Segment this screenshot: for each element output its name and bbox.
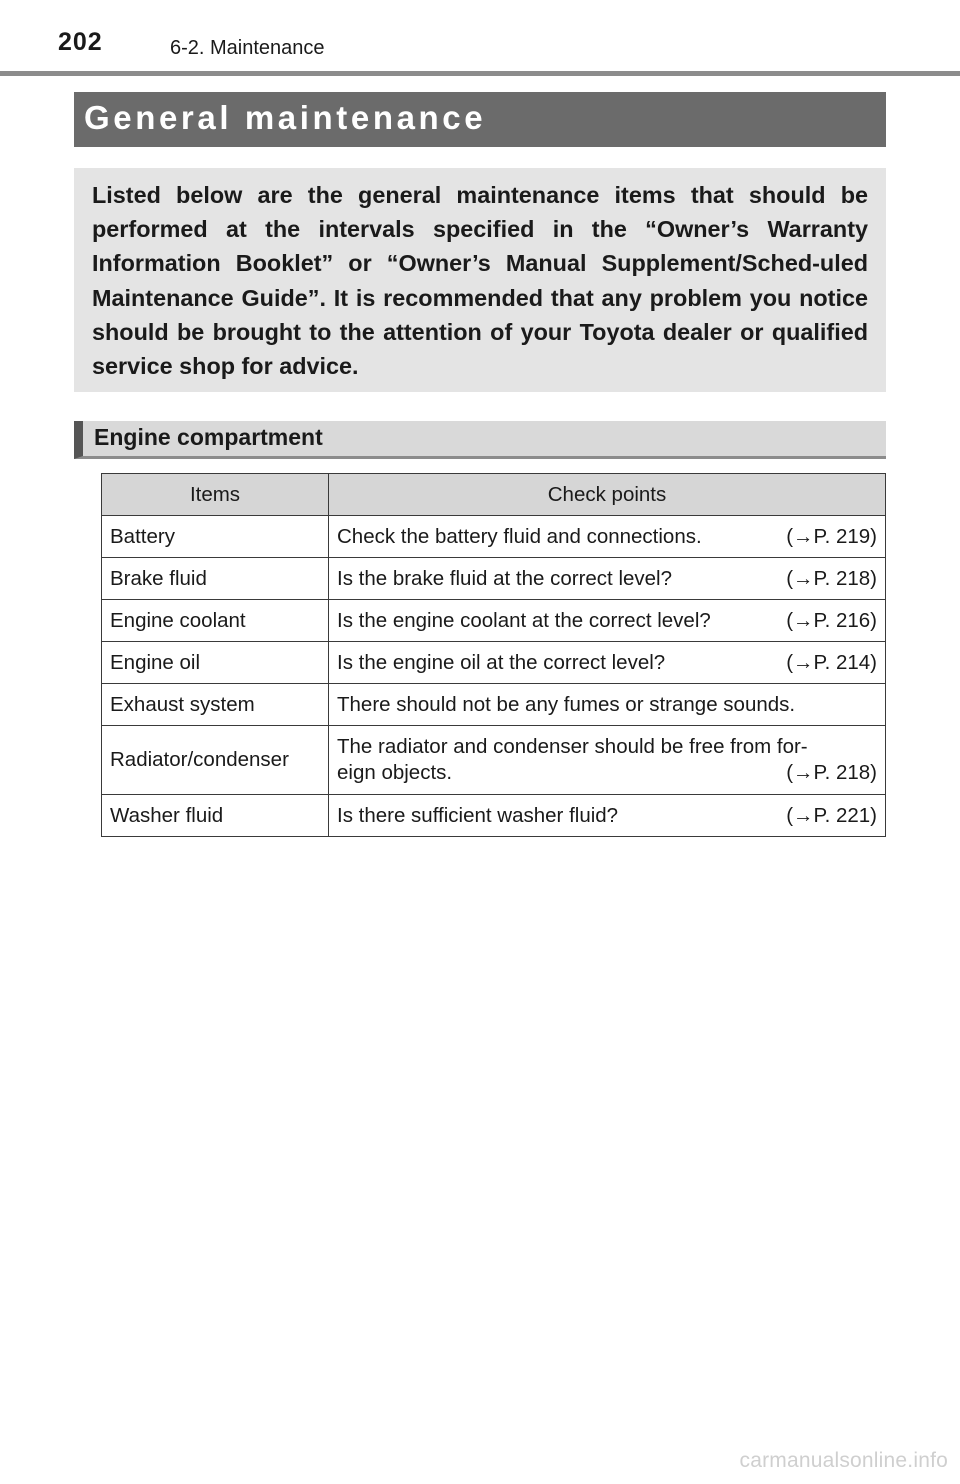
- page-reference: (→P. 218): [786, 566, 877, 590]
- page-reference: (→P. 216): [786, 608, 877, 632]
- table-row: [102, 558, 886, 600]
- check-text-line1: The radiator and condenser should be free from for-: [337, 735, 808, 758]
- check-cell: [329, 642, 886, 684]
- watermark: carmanualsonline.info: [739, 1449, 948, 1472]
- table-row: [102, 516, 886, 558]
- page-number: 202: [58, 28, 103, 56]
- breadcrumb: 6-2. Maintenance: [170, 37, 325, 59]
- item-cell: Exhaust system: [102, 684, 329, 726]
- top-rule: [0, 71, 960, 76]
- section-title: Engine compartment: [94, 424, 323, 450]
- header-items: Items: [102, 474, 329, 516]
- check-cell: [329, 558, 886, 600]
- item-cell: Radiator/condenser: [102, 726, 329, 795]
- intro-box: [74, 168, 886, 392]
- check-cell: [329, 684, 886, 726]
- item-cell: Engine oil: [102, 642, 329, 684]
- header-check-points: Check points: [329, 474, 886, 516]
- check-text: Is the engine oil at the correct level?: [337, 650, 666, 674]
- check-text: Is the brake fluid at the correct level?: [337, 566, 673, 590]
- check-text: Is the engine coolant at the correct level?: [337, 608, 711, 632]
- check-cell: [329, 795, 886, 837]
- check-cell: [329, 600, 886, 642]
- check-text: There should not be any fumes or strange sounds.: [337, 692, 796, 716]
- table-row: [102, 795, 886, 837]
- check-cell: [329, 726, 886, 795]
- maintenance-table: [101, 473, 886, 837]
- check-cell: [329, 516, 886, 558]
- item-cell: Washer fluid: [102, 795, 329, 837]
- page-reference: (→P. 218): [786, 761, 877, 784]
- check-text: Check the battery fluid and connections.: [337, 524, 702, 548]
- table-header-row: [102, 474, 886, 516]
- section-heading: [74, 421, 886, 459]
- check-text-line2: eign objects.: [337, 761, 453, 784]
- item-cell: Engine coolant: [102, 600, 329, 642]
- page-reference: (→P. 214): [786, 650, 877, 674]
- table-row: [102, 642, 886, 684]
- table-row: [102, 600, 886, 642]
- title-bar: [74, 92, 886, 147]
- table-row: [102, 684, 886, 726]
- item-cell: Battery: [102, 516, 329, 558]
- table-row: [102, 726, 886, 795]
- check-text: Is there sufficient washer fluid?: [337, 803, 619, 827]
- intro-text: Listed below are the general maintenance items that should be performed at the intervals specified in the “Owner’s Warranty Information Booklet” or “Owner’s Manual Supplement/Sched-uled Maintenance Guide”. It is recommended that any problem you notice should be brought to the attention of your Toyota dealer or qualified service shop for advice.: [92, 182, 868, 380]
- page-title: General maintenance: [84, 99, 487, 136]
- item-cell: Brake fluid: [102, 558, 329, 600]
- page-reference: (→P. 219): [786, 524, 877, 548]
- page-reference: (→P. 221): [786, 803, 877, 827]
